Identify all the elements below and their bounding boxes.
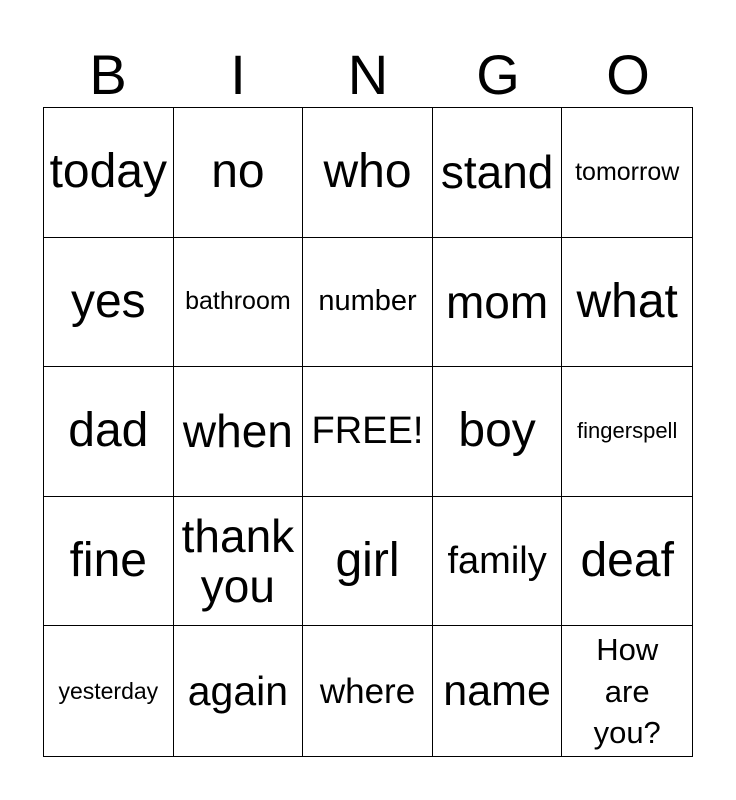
- bingo-cell-r1-c4[interactable]: [433, 108, 563, 238]
- bingo-cell-r4-c4[interactable]: [433, 497, 563, 627]
- cell-label: fine: [69, 534, 147, 588]
- bingo-cell-r2-c2[interactable]: [174, 238, 304, 368]
- bingo-cell-r1-c2[interactable]: [174, 108, 304, 238]
- bingo-cell-r1-c1[interactable]: [44, 108, 174, 238]
- bingo-board: [43, 107, 693, 757]
- bingo-cell-r5-c4[interactable]: [433, 626, 563, 756]
- bingo-cell-r1-c3[interactable]: [303, 108, 433, 238]
- cell-label: when: [182, 405, 293, 458]
- bingo-cell-r4-c2[interactable]: [174, 497, 304, 627]
- cell-label: tomorrow: [575, 157, 680, 186]
- bingo-cell-r1-c5[interactable]: [562, 108, 692, 238]
- bingo-cell-r4-c1[interactable]: [44, 497, 174, 627]
- bingo-cell-r5-c1[interactable]: [44, 626, 174, 756]
- cell-label: where: [319, 671, 416, 711]
- cell-label: How are you?: [593, 632, 661, 750]
- bingo-cell-r2-c1[interactable]: [44, 238, 174, 368]
- cell-label: again: [187, 667, 289, 714]
- bingo-cell-r2-c5[interactable]: [562, 238, 692, 368]
- bingo-cell-r3-c5[interactable]: [562, 367, 692, 497]
- cell-label: what: [576, 274, 678, 328]
- cell-label: fingerspell: [577, 418, 678, 444]
- cell-label: who: [323, 145, 412, 199]
- cell-label: number: [318, 285, 417, 318]
- bingo-cell-r5-c2[interactable]: [174, 626, 304, 756]
- bingo-cell-r2-c4[interactable]: [433, 238, 563, 368]
- bingo-cell-r3-c4[interactable]: [433, 367, 563, 497]
- cell-label: yesterday: [58, 677, 159, 704]
- bingo-cell-r5-c3[interactable]: [303, 626, 433, 756]
- cell-label: dad: [68, 404, 149, 458]
- header-letter-i: I: [230, 43, 246, 106]
- bingo-cell-r3-c1[interactable]: [44, 367, 174, 497]
- cell-label: deaf: [580, 534, 674, 588]
- header-letter-n: N: [347, 43, 389, 106]
- bingo-cell-r2-c3[interactable]: [303, 238, 433, 368]
- cell-label: yes: [70, 274, 146, 328]
- bingo-cell-r3-c2[interactable]: [174, 367, 304, 497]
- header-letter-g: G: [476, 43, 520, 106]
- cell-label: mom: [445, 275, 549, 328]
- bingo-cell-r4-c3[interactable]: [303, 497, 433, 627]
- bingo-cell-r3-c3-free[interactable]: [303, 367, 433, 497]
- cell-label: name: [443, 666, 551, 715]
- header-letter-b: B: [89, 43, 127, 106]
- cell-label: girl: [335, 534, 400, 588]
- cell-label: today: [49, 145, 167, 199]
- cell-label: stand: [440, 146, 554, 199]
- cell-label: family: [447, 540, 547, 583]
- header-letter-o: O: [606, 43, 650, 106]
- cell-label: no: [211, 145, 265, 199]
- bingo-cell-r4-c5[interactable]: [562, 497, 692, 627]
- cell-label: boy: [458, 404, 536, 458]
- cell-label: bathroom: [185, 287, 291, 316]
- bingo-header: [43, 42, 693, 108]
- cell-label: thank you: [181, 509, 295, 613]
- free-space-label: FREE!: [311, 410, 424, 453]
- bingo-cell-r5-c5[interactable]: [562, 626, 692, 756]
